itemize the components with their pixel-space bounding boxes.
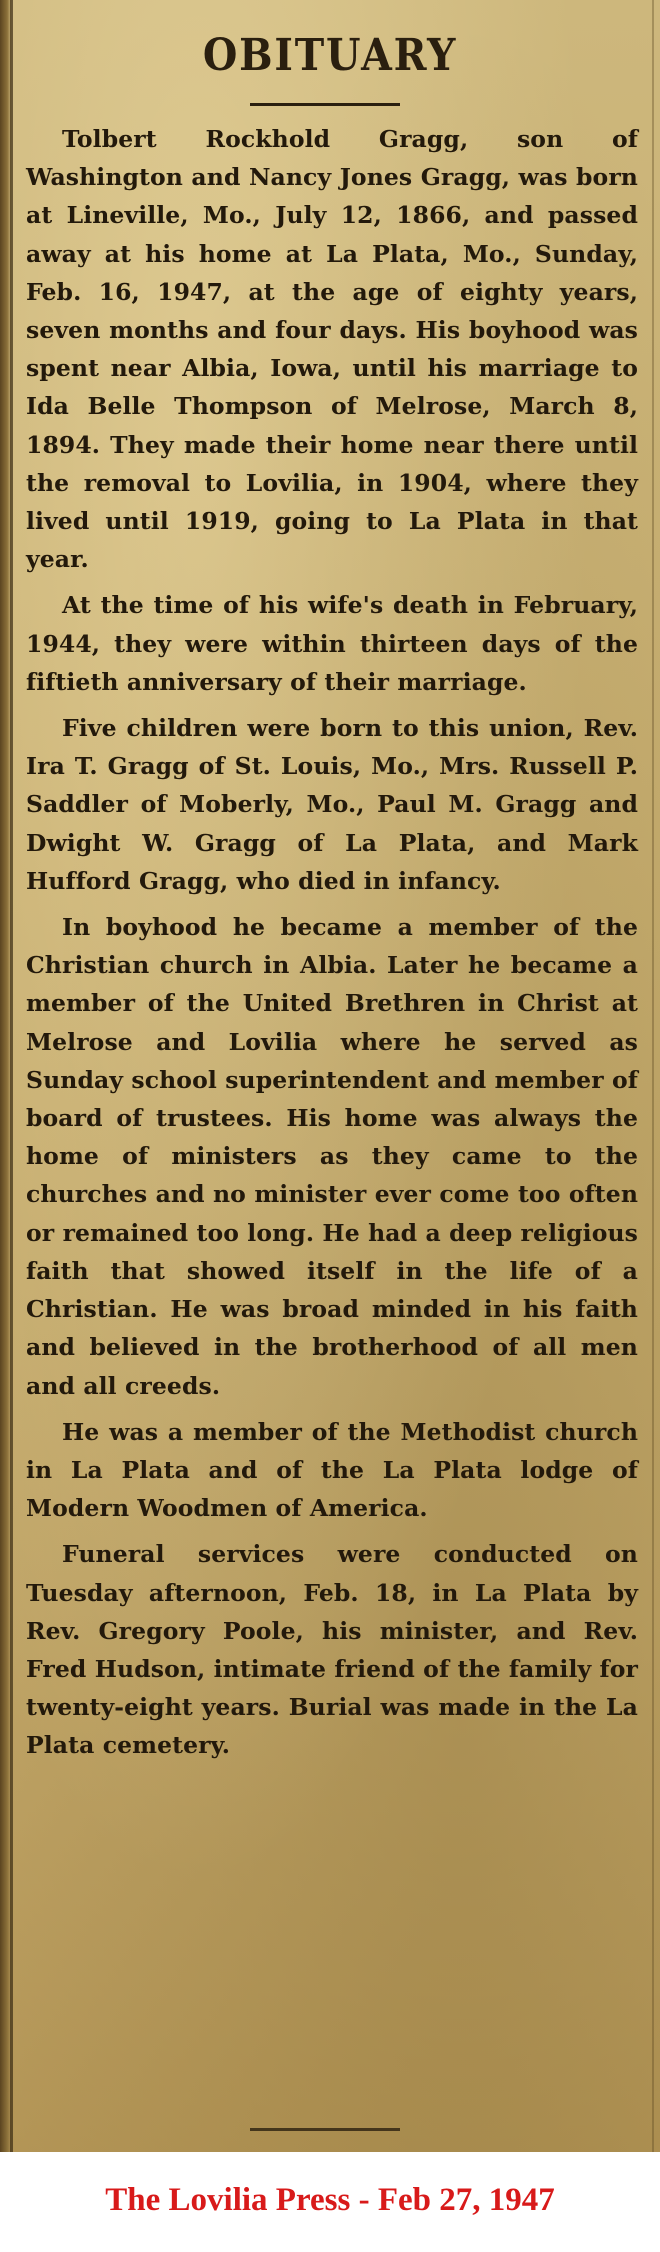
article-paragraph-4: In boyhood he became a member of the Christian church in Albia. Later he became a member of the United Brethren in Christ at Melrose and Lovilia where he served as Sunday school superintendent and member of board of trustees. His home was always the home of ministers as they came to the churches and no minister ever come too often or remained too long. He had a deep religious faith that showed itself in the life of a Christian. He was broad minded in his faith and believed in the brotherhood of all men and all creeds. [26,913,638,1400]
obituary-headline: OBITUARY [202,30,458,81]
article-paragraph-6: Funeral services were conducted on Tuesday afternoon, Feb. 18, in La Plata by Rev. Gregory Poole, his minister, and Rev. Fred Hudson, intimate friend of the family for twenty-eight years. Burial was made in the La Plata cemetery. [26,1540,638,1760]
headline-divider [250,103,400,106]
article-paragraph-3: Five children were born to this union, Rev. Ira T. Gragg of St. Louis, Mo., Mrs. Russell P. Saddler of Moberly, Mo., Paul M. Gragg and Dwight W. Gragg of La Plata, and Mark Hufford Gragg, who died in infancy. [26,714,638,895]
article-paragraph-1: Tolbert Rockhold Gragg, son of Washington and Nancy Jones Gragg, was born at Lineville, Mo., July 12, 1866, and passed away at his home at La Plata, Mo., Sunday, Feb. 16, 1947, at the age of eighty years, seven months and four days. His boyhood was spent near Albia, Iowa, until his marriage to Ida Belle Thompson of Melrose, March 8, 1894. They made their home near there until the removal to Lovilia, in 1904, where they lived until 1919, going to La Plata in that year. [26,125,638,574]
column-rule-left [10,0,13,2152]
article-paragraph-5: He was a member of the Methodist church in La Plata and of the La Plata lodge of Modern Woodmen of America. [26,1417,638,1523]
footer-divider [250,2128,400,2131]
article-paragraph-2: At the time of his wife's death in February, 1944, they were within thirteen days of the fiftieth anniversary of their marriage. [26,591,638,696]
column-rule-right [652,0,654,2152]
obituary-article [26,120,638,1773]
source-caption: The Lovilia Press - Feb 27, 1947 [105,2182,555,2218]
